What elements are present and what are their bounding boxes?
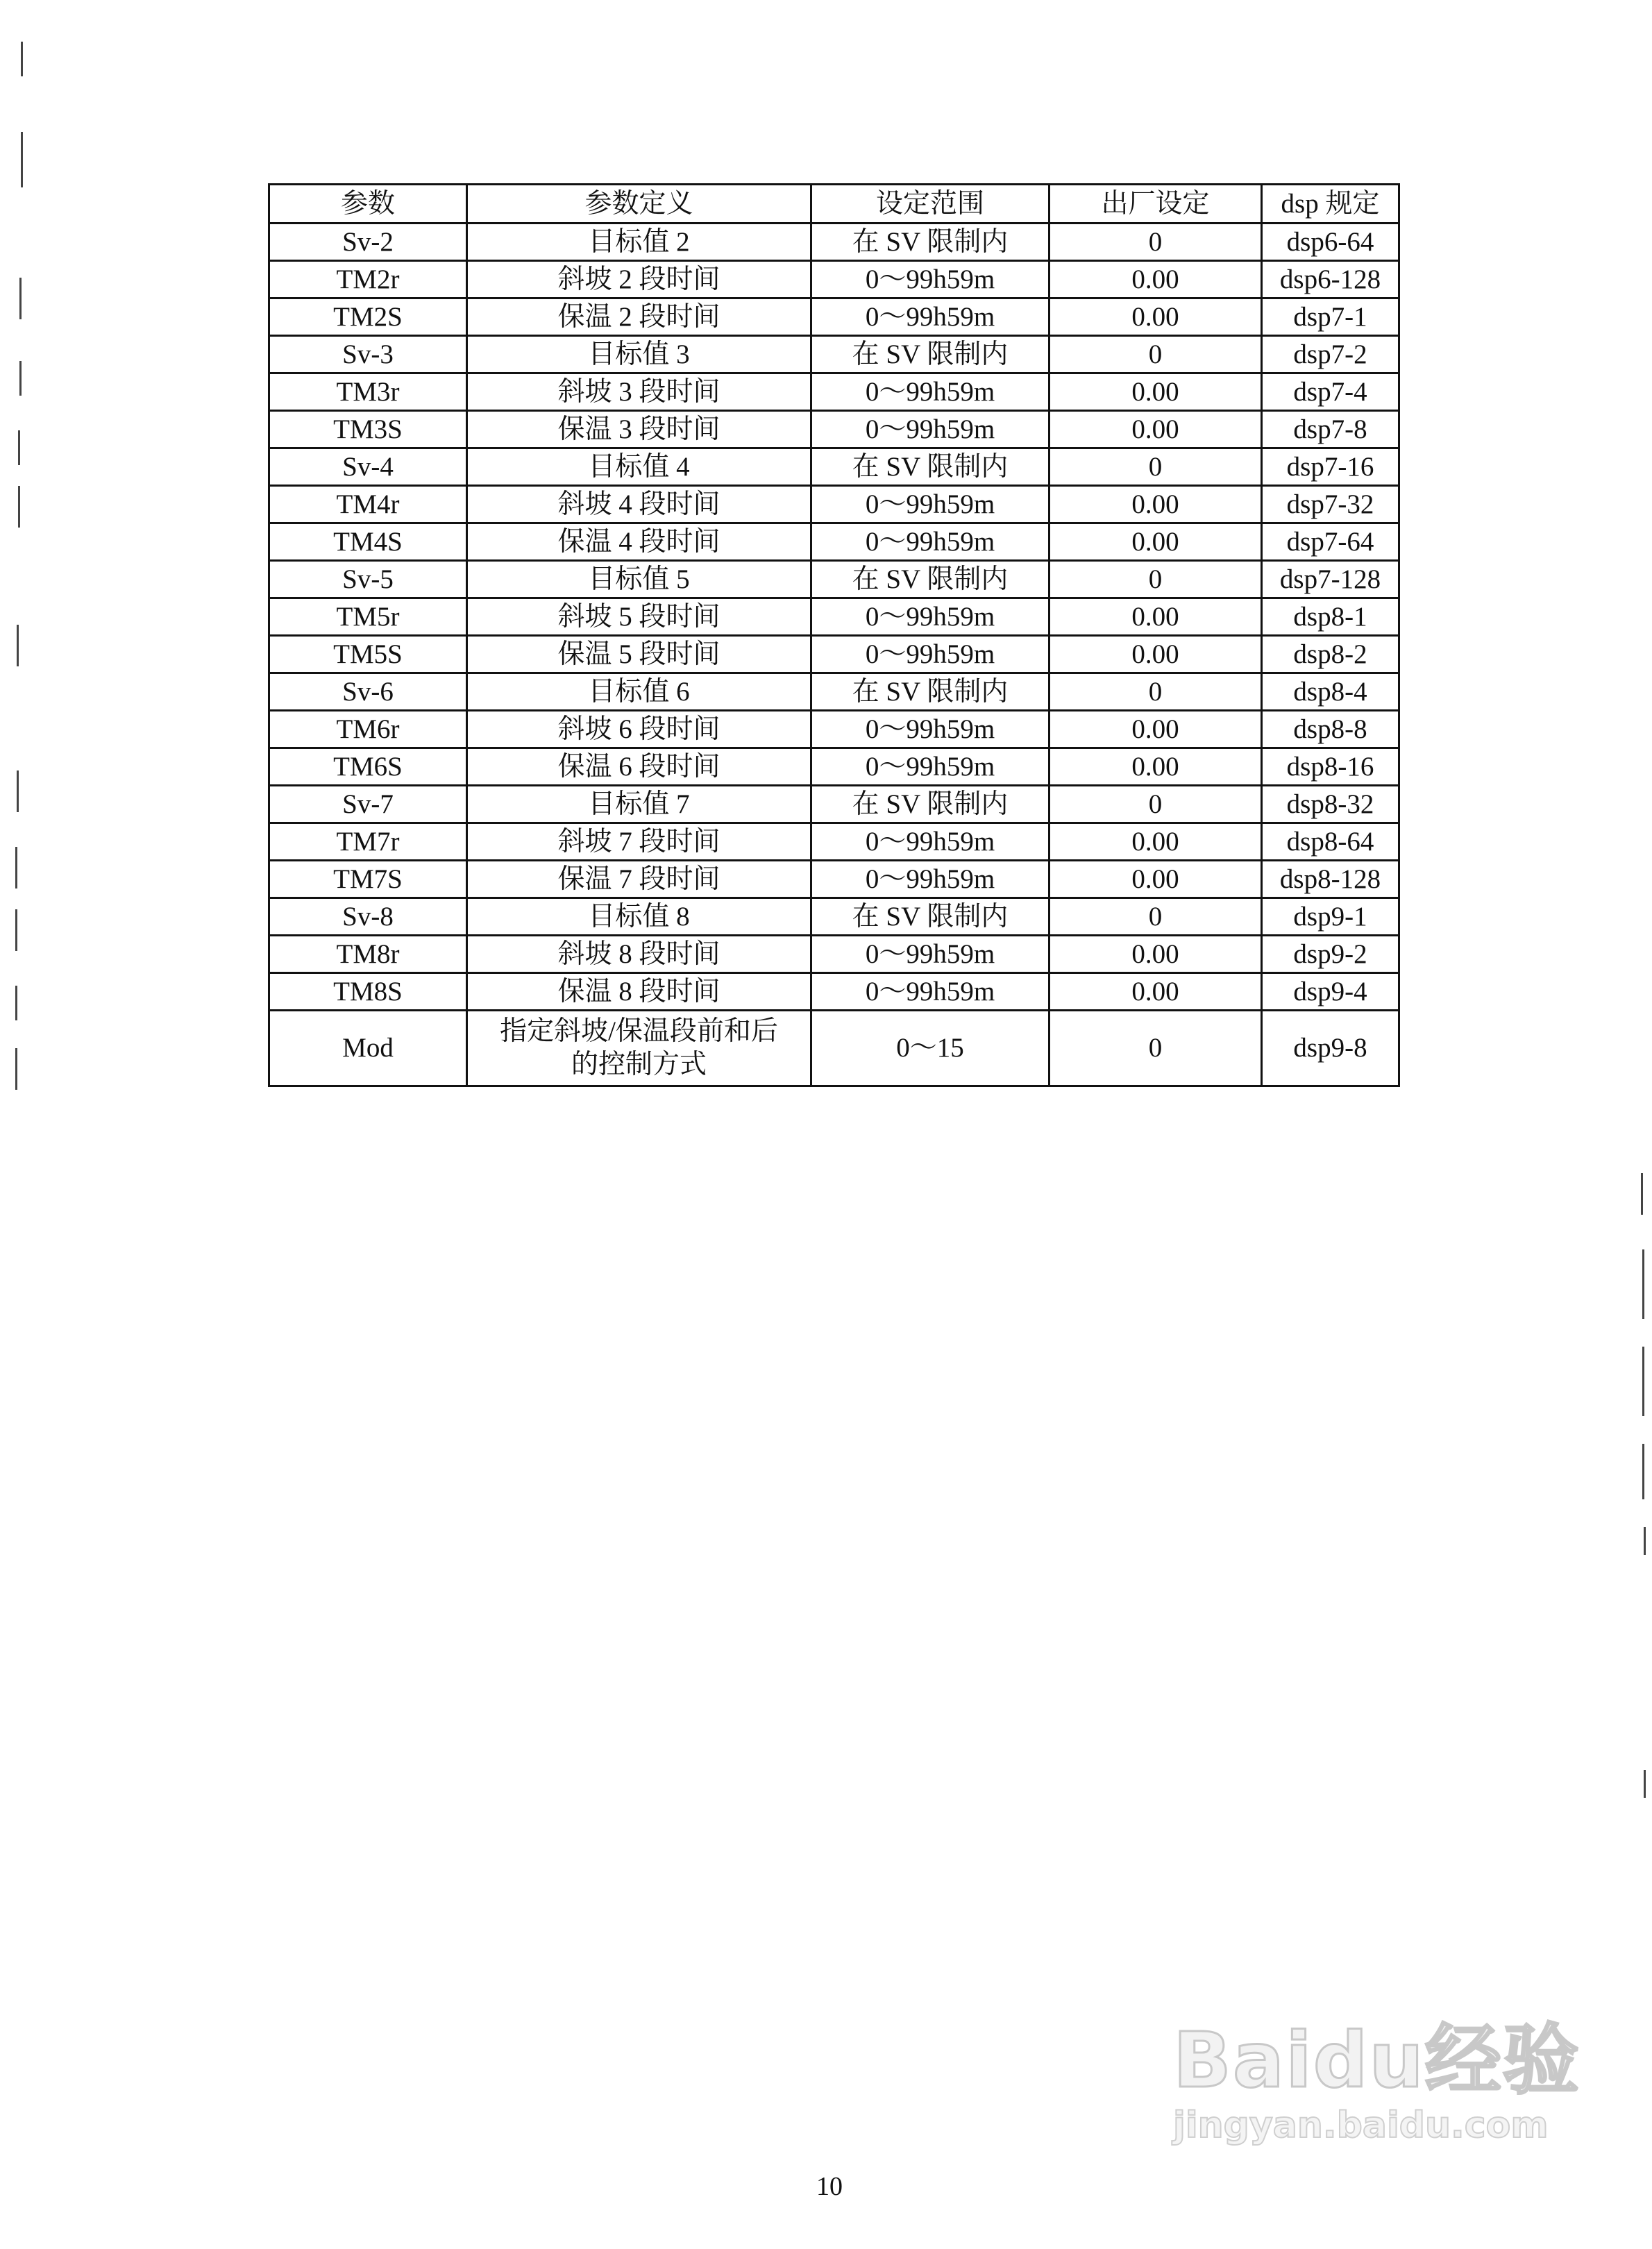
scan-mark bbox=[1641, 1173, 1643, 1215]
dsp-spec: dsp7-1 bbox=[1262, 298, 1399, 336]
param-name: TM3r bbox=[269, 373, 467, 411]
param-name: TM3S bbox=[269, 411, 467, 448]
setting-range: 0～99h59m bbox=[811, 411, 1050, 448]
header-definition: 参数定义 bbox=[467, 185, 811, 224]
param-name: TM6r bbox=[269, 711, 467, 748]
factory-default: 0.00 bbox=[1050, 973, 1262, 1011]
param-name: Sv-3 bbox=[269, 336, 467, 373]
dsp-spec: dsp8-1 bbox=[1262, 598, 1399, 636]
param-definition: 保温 8 段时间 bbox=[467, 973, 811, 1011]
param-definition: 斜坡 4 段时间 bbox=[467, 486, 811, 523]
factory-default: 0.00 bbox=[1050, 711, 1262, 748]
header-default: 出厂设定 bbox=[1050, 185, 1262, 224]
setting-range: 在 SV 限制内 bbox=[811, 786, 1050, 823]
table-row bbox=[269, 261, 1399, 298]
scan-mark bbox=[1644, 1527, 1646, 1555]
factory-default: 0.00 bbox=[1050, 373, 1262, 411]
param-definition: 目标值 7 bbox=[467, 786, 811, 823]
watermark-logo: Baidu经验 bbox=[1173, 2016, 1581, 2105]
setting-range: 0～99h59m bbox=[811, 823, 1050, 861]
param-definition: 目标值 6 bbox=[467, 673, 811, 711]
baidu-watermark bbox=[1173, 1999, 1581, 2146]
scan-mark bbox=[1642, 1444, 1644, 1499]
dsp-spec: dsp7-2 bbox=[1262, 336, 1399, 373]
factory-default: 0.00 bbox=[1050, 823, 1262, 861]
setting-range: 在 SV 限制内 bbox=[811, 673, 1050, 711]
param-definition: 目标值 8 bbox=[467, 898, 811, 936]
setting-range: 0～99h59m bbox=[811, 598, 1050, 636]
scan-mark bbox=[21, 132, 23, 187]
table-row bbox=[269, 298, 1399, 336]
factory-default: 0 bbox=[1050, 448, 1262, 486]
scan-mark bbox=[1642, 1347, 1644, 1416]
table-row bbox=[269, 411, 1399, 448]
table-row bbox=[269, 823, 1399, 861]
param-definition: 斜坡 3 段时间 bbox=[467, 373, 811, 411]
scan-mark bbox=[1644, 1770, 1646, 1798]
table-row bbox=[269, 373, 1399, 411]
param-definition: 斜坡 5 段时间 bbox=[467, 598, 811, 636]
dsp-spec: dsp7-128 bbox=[1262, 561, 1399, 598]
table-row bbox=[269, 224, 1399, 261]
factory-default: 0.00 bbox=[1050, 636, 1262, 673]
scan-mark bbox=[15, 847, 17, 888]
param-name: Sv-2 bbox=[269, 224, 467, 261]
param-name: TM5S bbox=[269, 636, 467, 673]
table-row bbox=[269, 786, 1399, 823]
dsp-spec: dsp7-4 bbox=[1262, 373, 1399, 411]
table-row bbox=[269, 598, 1399, 636]
table-row bbox=[269, 523, 1399, 561]
param-name: Mod bbox=[269, 1011, 467, 1086]
param-name: TM5r bbox=[269, 598, 467, 636]
param-definition: 保温 2 段时间 bbox=[467, 298, 811, 336]
param-name: Sv-6 bbox=[269, 673, 467, 711]
param-definition: 斜坡 7 段时间 bbox=[467, 823, 811, 861]
header-range: 设定范围 bbox=[811, 185, 1050, 224]
setting-range: 0～99h59m bbox=[811, 973, 1050, 1011]
table-row bbox=[269, 748, 1399, 786]
table-row bbox=[269, 336, 1399, 373]
dsp-spec: dsp6-128 bbox=[1262, 261, 1399, 298]
dsp-spec: dsp7-32 bbox=[1262, 486, 1399, 523]
table-row bbox=[269, 936, 1399, 973]
param-name: TM2S bbox=[269, 298, 467, 336]
param-definition: 目标值 3 bbox=[467, 336, 811, 373]
setting-range: 在 SV 限制内 bbox=[811, 898, 1050, 936]
scan-mark bbox=[18, 430, 20, 465]
param-name: TM8r bbox=[269, 936, 467, 973]
param-name: Sv-5 bbox=[269, 561, 467, 598]
param-definition: 目标值 4 bbox=[467, 448, 811, 486]
table-row bbox=[269, 973, 1399, 1011]
table-row bbox=[269, 448, 1399, 486]
watermark-url: jingyan.baidu.com bbox=[1173, 2105, 1549, 2146]
setting-range: 在 SV 限制内 bbox=[811, 336, 1050, 373]
setting-range: 0～15 bbox=[811, 1011, 1050, 1086]
factory-default: 0.00 bbox=[1050, 261, 1262, 298]
dsp-spec: dsp8-2 bbox=[1262, 636, 1399, 673]
param-name: TM8S bbox=[269, 973, 467, 1011]
scan-mark bbox=[19, 361, 22, 396]
table-body bbox=[269, 224, 1399, 1086]
factory-default: 0.00 bbox=[1050, 861, 1262, 898]
setting-range: 0～99h59m bbox=[811, 486, 1050, 523]
param-name: TM7r bbox=[269, 823, 467, 861]
table-row bbox=[269, 711, 1399, 748]
param-definition: 保温 6 段时间 bbox=[467, 748, 811, 786]
factory-default: 0 bbox=[1050, 336, 1262, 373]
factory-default: 0 bbox=[1050, 1011, 1262, 1086]
param-definition: 斜坡 8 段时间 bbox=[467, 936, 811, 973]
setting-range: 在 SV 限制内 bbox=[811, 561, 1050, 598]
table-row bbox=[269, 636, 1399, 673]
dsp-spec: dsp8-32 bbox=[1262, 786, 1399, 823]
param-name: Sv-4 bbox=[269, 448, 467, 486]
param-definition: 斜坡 6 段时间 bbox=[467, 711, 811, 748]
table-row bbox=[269, 486, 1399, 523]
setting-range: 0～99h59m bbox=[811, 636, 1050, 673]
param-definition: 目标值 2 bbox=[467, 224, 811, 261]
param-definition: 目标值 5 bbox=[467, 561, 811, 598]
param-name: TM2r bbox=[269, 261, 467, 298]
scan-mark bbox=[15, 986, 17, 1020]
setting-range: 在 SV 限制内 bbox=[811, 448, 1050, 486]
dsp-spec: dsp8-16 bbox=[1262, 748, 1399, 786]
setting-range: 0～99h59m bbox=[811, 711, 1050, 748]
scan-mark bbox=[15, 1048, 17, 1090]
factory-default: 0 bbox=[1050, 786, 1262, 823]
dsp-spec: dsp8-4 bbox=[1262, 673, 1399, 711]
dsp-spec: dsp9-8 bbox=[1262, 1011, 1399, 1086]
param-name: TM4r bbox=[269, 486, 467, 523]
table-row bbox=[269, 561, 1399, 598]
scan-mark bbox=[1642, 1249, 1644, 1319]
param-definition: 保温 5 段时间 bbox=[467, 636, 811, 673]
setting-range: 0～99h59m bbox=[811, 936, 1050, 973]
param-name: TM4S bbox=[269, 523, 467, 561]
scan-mark bbox=[19, 278, 22, 319]
factory-default: 0.00 bbox=[1050, 411, 1262, 448]
factory-default: 0.00 bbox=[1050, 748, 1262, 786]
header-param: 参数 bbox=[269, 185, 467, 224]
dsp-spec: dsp7-8 bbox=[1262, 411, 1399, 448]
dsp-spec: dsp8-64 bbox=[1262, 823, 1399, 861]
setting-range: 0～99h59m bbox=[811, 523, 1050, 561]
setting-range: 0～99h59m bbox=[811, 373, 1050, 411]
header-dsp: dsp 规定 bbox=[1262, 185, 1399, 224]
table-row bbox=[269, 673, 1399, 711]
table-row bbox=[269, 1011, 1399, 1086]
scan-mark bbox=[18, 486, 20, 528]
scan-mark bbox=[15, 909, 17, 951]
table-row bbox=[269, 861, 1399, 898]
param-definition: 保温 4 段时间 bbox=[467, 523, 811, 561]
factory-default: 0.00 bbox=[1050, 936, 1262, 973]
dsp-spec: dsp9-2 bbox=[1262, 936, 1399, 973]
dsp-spec: dsp9-4 bbox=[1262, 973, 1399, 1011]
dsp-spec: dsp6-64 bbox=[1262, 224, 1399, 261]
factory-default: 0 bbox=[1050, 673, 1262, 711]
param-name: Sv-8 bbox=[269, 898, 467, 936]
table-header-row bbox=[269, 185, 1399, 224]
param-definition: 保温 3 段时间 bbox=[467, 411, 811, 448]
factory-default: 0 bbox=[1050, 224, 1262, 261]
setting-range: 0～99h59m bbox=[811, 298, 1050, 336]
dsp-spec: dsp7-16 bbox=[1262, 448, 1399, 486]
setting-range: 0～99h59m bbox=[811, 261, 1050, 298]
param-definition: 保温 7 段时间 bbox=[467, 861, 811, 898]
table-row bbox=[269, 898, 1399, 936]
scan-mark bbox=[17, 625, 19, 666]
factory-default: 0.00 bbox=[1050, 598, 1262, 636]
setting-range: 在 SV 限制内 bbox=[811, 224, 1050, 261]
dsp-spec: dsp8-128 bbox=[1262, 861, 1399, 898]
param-definition: 指定斜坡/保温段前和后的控制方式 bbox=[467, 1011, 811, 1086]
param-name: Sv-7 bbox=[269, 786, 467, 823]
factory-default: 0.00 bbox=[1050, 523, 1262, 561]
factory-default: 0.00 bbox=[1050, 298, 1262, 336]
factory-default: 0.00 bbox=[1050, 486, 1262, 523]
dsp-spec: dsp9-1 bbox=[1262, 898, 1399, 936]
setting-range: 0～99h59m bbox=[811, 748, 1050, 786]
param-name: TM7S bbox=[269, 861, 467, 898]
scan-mark bbox=[21, 42, 23, 76]
setting-range: 0～99h59m bbox=[811, 861, 1050, 898]
factory-default: 0 bbox=[1050, 898, 1262, 936]
factory-default: 0 bbox=[1050, 561, 1262, 598]
page-number: 10 bbox=[816, 2172, 843, 2201]
param-definition: 斜坡 2 段时间 bbox=[467, 261, 811, 298]
parameter-table bbox=[268, 183, 1400, 1087]
scan-mark bbox=[17, 770, 19, 812]
dsp-spec: dsp8-8 bbox=[1262, 711, 1399, 748]
dsp-spec: dsp7-64 bbox=[1262, 523, 1399, 561]
param-name: TM6S bbox=[269, 748, 467, 786]
